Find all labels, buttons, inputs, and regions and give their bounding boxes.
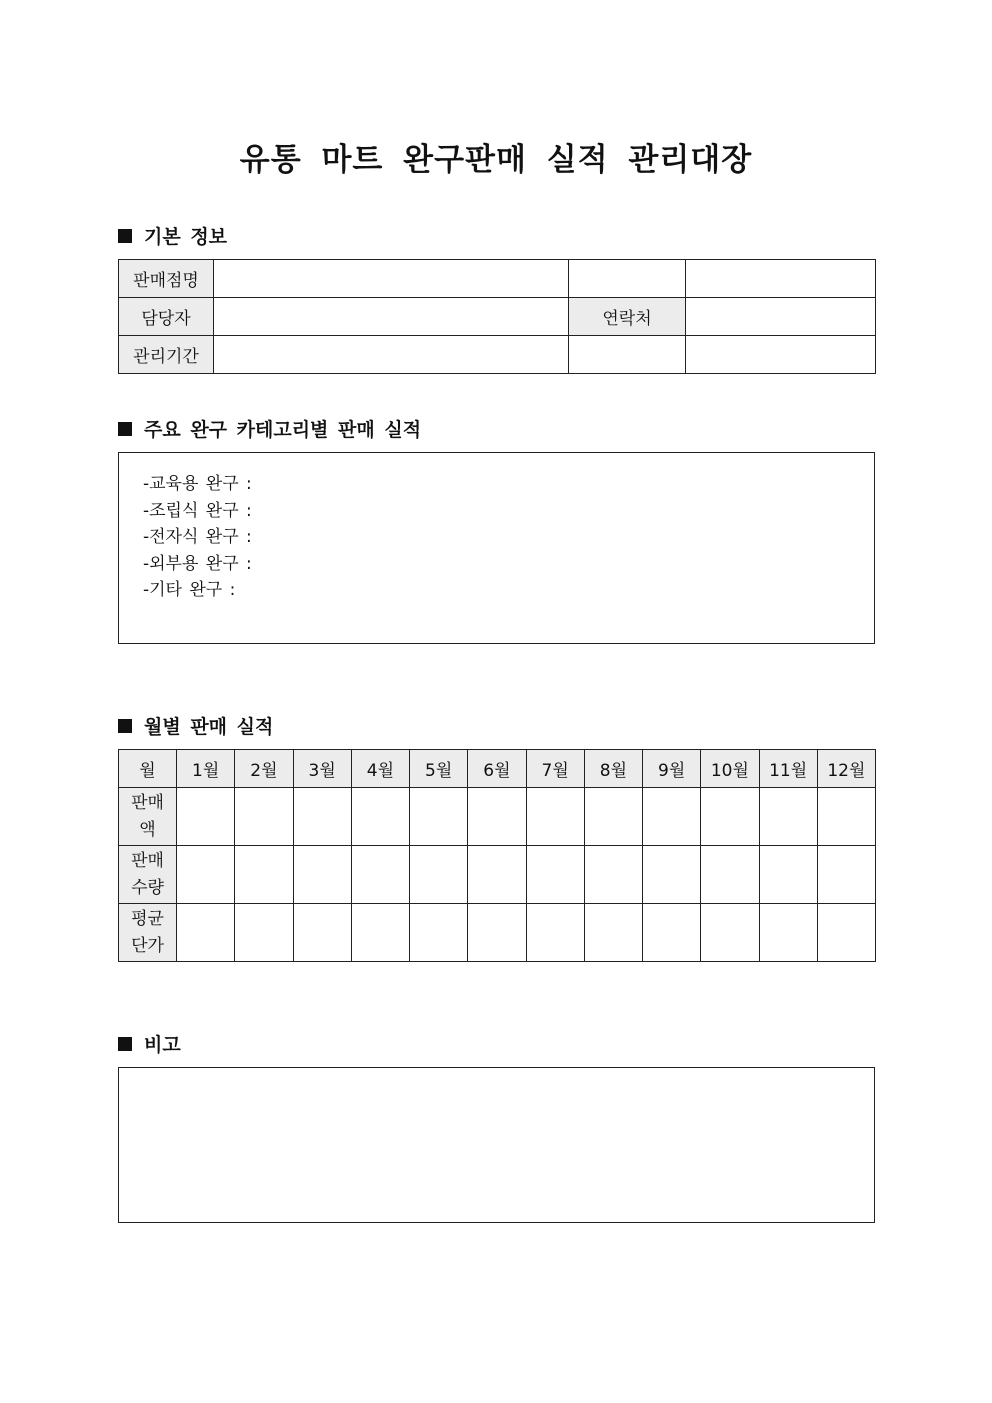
data-cell[interactable] [410,904,468,962]
data-cell[interactable] [584,904,642,962]
data-cell[interactable] [177,788,235,846]
data-cell[interactable] [293,788,351,846]
month-header: 1월 [177,750,235,788]
period-field[interactable] [214,336,569,374]
table-header-row [119,750,876,788]
data-cell[interactable] [351,788,409,846]
data-cell[interactable] [177,904,235,962]
data-cell[interactable] [584,788,642,846]
row-label-sales-quantity [119,846,177,904]
data-cell[interactable] [410,846,468,904]
data-cell[interactable] [526,788,584,846]
data-cell[interactable] [177,846,235,904]
category-sales-box[interactable] [118,452,875,644]
data-cell[interactable] [410,788,468,846]
section-heading-monthly [118,712,273,739]
data-cell[interactable] [701,846,759,904]
list-item: -교육용 완구 : [143,474,252,494]
data-cell[interactable] [701,788,759,846]
manager-field[interactable] [214,298,569,336]
square-bullet-icon [118,422,132,436]
manager-label: 담당자 [119,298,214,336]
data-cell[interactable] [526,846,584,904]
month-header: 4월 [351,750,409,788]
data-cell[interactable] [293,904,351,962]
table-row [119,904,876,962]
square-bullet-icon [118,719,132,733]
data-cell[interactable] [759,904,817,962]
month-header: 9월 [643,750,701,788]
contact-label: 연락처 [569,298,686,336]
blank-label-cell[interactable] [569,260,686,298]
data-cell[interactable] [235,788,293,846]
month-header: 12월 [817,750,875,788]
store-name-field[interactable] [214,260,569,298]
row-label-line: 평균 [131,908,164,929]
data-cell[interactable] [759,788,817,846]
section-heading-label: 기본 정보 [144,226,228,248]
month-header: 11월 [759,750,817,788]
category-list [143,471,252,604]
month-header: 10월 [701,750,759,788]
table-row [119,788,876,846]
data-cell[interactable] [235,904,293,962]
data-cell[interactable] [817,904,875,962]
data-cell[interactable] [468,846,526,904]
row-label-line: 수량 [131,877,164,898]
blank-value-cell[interactable] [686,336,876,374]
month-header: 7월 [526,750,584,788]
notes-box[interactable] [118,1067,875,1223]
month-header: 6월 [468,750,526,788]
row-label-sales-amount [119,788,177,846]
table-row [119,846,876,904]
month-header-label: 월 [119,750,177,788]
data-cell[interactable] [526,904,584,962]
store-name-label: 판매점명 [119,260,214,298]
data-cell[interactable] [701,904,759,962]
page-title: 유통 마트 완구판매 실적 관리대장 [239,142,753,178]
month-header: 2월 [235,750,293,788]
contact-field[interactable] [686,298,876,336]
data-cell[interactable] [584,846,642,904]
month-header: 5월 [410,750,468,788]
blank-label-cell[interactable] [569,336,686,374]
row-label-line: 판매 [131,792,164,813]
section-heading-category [118,415,421,442]
data-cell[interactable] [468,904,526,962]
list-item: -전자식 완구 : [143,527,252,547]
section-heading-label: 비고 [144,1034,181,1056]
data-cell[interactable] [643,904,701,962]
blank-value-cell[interactable] [686,260,876,298]
period-label: 관리기간 [119,336,214,374]
table-row [119,260,876,298]
row-label-line: 판매 [131,850,164,871]
list-item: -외부용 완구 : [143,553,252,574]
basic-info-table [118,259,876,374]
month-header: 3월 [293,750,351,788]
data-cell[interactable] [817,846,875,904]
row-label-line: 단가 [131,935,164,956]
data-cell[interactable] [351,846,409,904]
monthly-sales-table [118,749,876,962]
table-row [119,336,876,374]
square-bullet-icon [118,1037,132,1051]
section-heading-basic [118,222,227,249]
square-bullet-icon [118,229,132,243]
data-cell[interactable] [643,788,701,846]
data-cell[interactable] [468,788,526,846]
table-row [119,298,876,336]
row-label-average-price [119,904,177,962]
list-item: -기타 완구 : [143,580,236,600]
row-label-line: 액 [139,819,156,840]
section-heading-label: 주요 완구 카테고리별 판매 실적 [144,419,422,441]
data-cell[interactable] [759,846,817,904]
section-heading-notes [118,1030,181,1057]
list-item: -조립식 완구 : [143,500,252,521]
month-header: 8월 [584,750,642,788]
data-cell[interactable] [293,846,351,904]
data-cell[interactable] [643,846,701,904]
section-heading-label: 월별 판매 실적 [144,716,274,738]
data-cell[interactable] [351,904,409,962]
data-cell[interactable] [817,788,875,846]
data-cell[interactable] [235,846,293,904]
